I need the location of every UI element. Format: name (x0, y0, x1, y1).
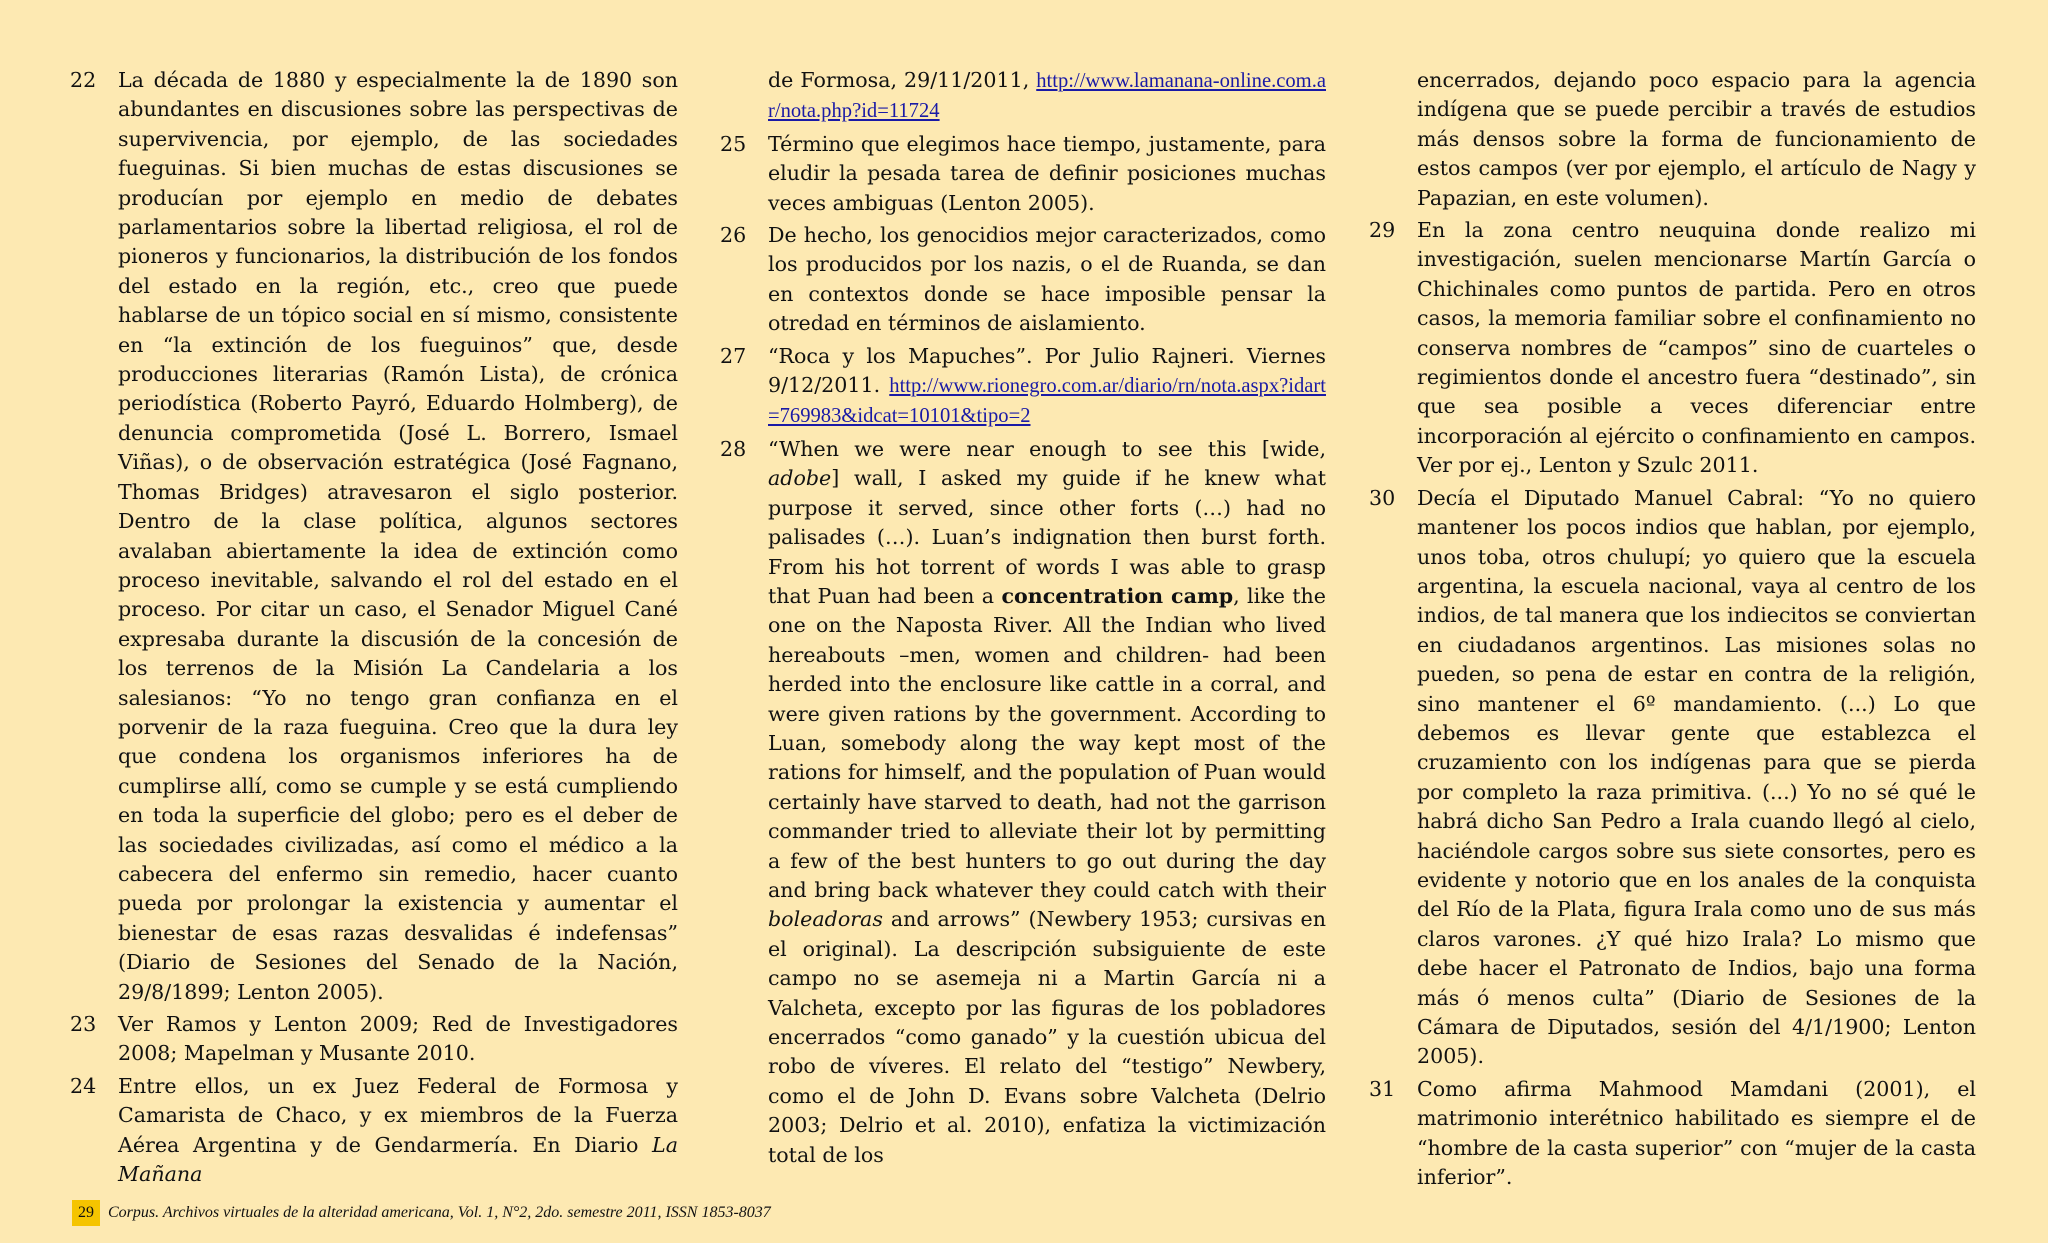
column-middle (720, 66, 1326, 1173)
footnote-number: 23 (70, 1012, 97, 1036)
footnote-23 (70, 1010, 678, 1069)
footnote-29 (1369, 216, 1976, 481)
footnote-text (118, 1072, 678, 1190)
footnote-text: La década de 1880 y especialmente la de 1890 son abundantes en discusiones sobre las perspectivas de supervivencia, por ejemplo, de las sociedades fueguinas. Si bien muchas de estas discusiones se producían por ejemplo en medio de debates parlamentarios sobre la libertad religiosa, el rol de pioneros y funcionarios, la distribución de los fondos del estado en la región, etc., creo que puede hablarse de un tópico social en sí mismo, consistente en “la extinción de los fueguinos” que, desde producciones literarias (Ramón Lista), de crónica periodística (Roberto Payró, Eduardo Holmberg), de denuncia comprometida (José L. Borrero, Ismael Viñas), o de observación estratégica (José Fagnano, Thomas Bridges) atravesaron el siglo posterior. Dentro de la clase política, algunos sectores avalaban abiertamente la idea de extinción como proceso inevitable, salvando el rol del estado en el proceso. Por citar un caso, el Senador Miguel Cané expresaba durante la discusión de la concesión de los terrenos de la Misión La Candelaria a los salesianos: “Yo no tengo gran confianza en el porvenir de la raza fueguina. Creo que la dura ley que condena los organismos inferiores ha de cumplirse allí, como se cumple y se está cumpliendo en toda la superficie del globo; pero es el deber de las sociedades civilizadas, así como el médico a la cabecera del enfermo sin remedio, hacer cuanto pueda por prolongar la existencia y aumentar el bienestar de esas razas desvalidas é indefensas” (Diario de Sesiones del Senado de la Nación, 29/8/1899; Lenton 2005). (118, 68, 678, 1004)
footnote-text: Como afirma Mahmood Mamdani (2001), el matrimonio interétnico habilitado es siempre el de “hombre de la casta superior” con “mujer de la casta inferior”. (1417, 1076, 1976, 1190)
footnote-text-part: ] wall, I asked my guide if he knew what purpose it served, since other forts (…) had no palisades (…). Luan’s indignation then burst forth. From his hot torrent of words I was able to grasp that Puan had been a (768, 466, 1326, 608)
page-footer (72, 1200, 771, 1226)
footnote-link[interactable]: http://www.rionegro.com.ar/diario/rn/nota.aspx?idart=769983&idcat=10101&tipo=2 (768, 375, 1326, 428)
footnote-text-part: , like the one on the Naposta River. All the Indian who lived hereabouts –men, women and children- had been herded into the enclosure like cattle in a corral, and were given rations by the government. According to Luan, somebody along the way kept most of the rations for himself, and the population of Puan would certainly have starved to death, had not the garrison commander tried to alleviate their lot by permitting a few of the best hunters to go out during the day and bring back whatever they could catch with their (768, 583, 1326, 902)
footnote-number: 30 (1369, 485, 1396, 510)
footnote-30 (1369, 484, 1976, 1072)
page-number: 29 (72, 1200, 100, 1226)
footnote-number: 28 (720, 436, 747, 461)
footnote-number: 27 (720, 343, 747, 368)
italic-term: adobe (768, 466, 832, 491)
footnote-text: Término que elegimos hace tiempo, justamente, para eludir la pesada tarea de definir posiciones muchas veces ambiguas (Lenton 2005). (768, 131, 1326, 215)
footnote-25 (720, 130, 1326, 218)
footnote-text-part: and arrows” (Newbery 1953; cursivas en el original). La descripción subsiguiente de este campo no se asemeja ni a Martin García ni a Valcheta, excepto por las figuras de los pobladores encerrados “como ganado” y la cuestión ubicua del robo de víveres. El relato del “testigo” Newbery, como el de John D. Evans sobre Valcheta (Delrio 2003; Delrio et al. 2010), enfatiza la victimización total de los (768, 907, 1326, 1167)
footnote-number: 25 (720, 131, 747, 156)
footnote-24 (70, 1072, 678, 1190)
footnote-text-part: “Roca y los Mapuches”. Por Julio Rajneri. Viernes 9/12/2011. (768, 343, 1326, 398)
footnote-text: De hecho, los genocidios mejor caracterizados, como los producidos por los nazis, o el de Ruanda, se dan en contextos donde se hace imposible pensar la otredad en términos de aislamiento. (768, 223, 1326, 336)
footnote-31 (1369, 1075, 1976, 1193)
footnote-number: 24 (70, 1073, 97, 1098)
column-left (70, 66, 678, 1192)
column-right (1369, 66, 1976, 1195)
footnote-text: Ver Ramos y Lenton 2009; Red de Investigadores 2008; Mapelman y Musante 2010. (118, 1012, 678, 1066)
footnote-text-part: “When we were near enough to see this [wide, (768, 436, 1326, 461)
footnote-text: Decía el Diputado Manuel Cabral: “Yo no quiero mantener los pocos indios que hablan, por ejemplo, unos toba, otros chulupí; yo quiero que la escuela argentina, la escuela nacional, vaya al centro de los indios, de tal manera que los indiecitos se conviertan en ciudadanos argentinos. Las misiones solas no pueden, so pena de estar en contra de la religión, sino mantener el 6º mandamiento. (...) Lo que debemos es llevar gente que establezca el cruzamiento con los indígenas para que se pierda por completo la raza primitiva. (...) Yo no sé qué le habrá dicho San Pedro a Irala cuando llegó al cielo, haciéndole cargos sobre sus siete consortes, pero es evidente y notorio que en los anales de la conquista del Río de la Plata, figura Irala como uno de sus más claros varones. ¿Y qué hizo Irala? Lo mismo que debe hacer el Patronato de Indios, bajo una forma más ó menos culta” (Diario de Sesiones de la Cámara de Diputados, sesión del 4/1/1900; Lenton 2005). (1417, 485, 1976, 1069)
footnote-number: 31 (1369, 1076, 1396, 1101)
newspaper-title: La Mañana (118, 1132, 678, 1187)
footnote-22 (70, 66, 678, 1007)
italic-term: boleadoras (768, 907, 883, 932)
bold-term: concentration camp (1001, 583, 1234, 608)
footnote-28 (720, 435, 1326, 1170)
footnote-number: 29 (1369, 218, 1396, 243)
footnote-text (768, 342, 1326, 432)
footnote-26 (720, 221, 1326, 339)
footnote-text: En la zona centro neuquina donde realizo mi investigación, suelen mencionarse Martín García o Chichinales como puntos de partida. Pero en otros casos, la memoria familiar sobre el confinamiento no conserva nombres de “campos” sino de cuarteles o regimientos donde el ancestro fuera “destinado”, sin que sea posible a veces diferenciar entre incorporación al ejército o confinamiento en campos. Ver por ej., Lenton y Szulc 2011. (1417, 218, 1976, 478)
footnote-28-continuation: encerrados, dejando poco espacio para la agencia indígena que se puede percibir a través de estudios más densos sobre la forma de funcionamiento de estos campos (ver por ejemplo, el artículo de Nagy y Papazian, en este volumen). (1417, 68, 1976, 210)
footnote-number: 22 (70, 68, 97, 92)
footnote-27 (720, 342, 1326, 432)
footnote-text-part: de Formosa, 29/11/2011, (768, 68, 1030, 92)
footnote-number: 26 (720, 223, 747, 248)
footnote-text-part: Entre ellos, un ex Juez Federal de Formosa y Camarista de Chaco, y ex miembros de la Fuerza Aérea Argentina y de Gendarmería. En Diario (118, 1073, 678, 1157)
footnote-text (768, 435, 1326, 1170)
footnote-24-continuation (720, 66, 1326, 127)
footnote-link[interactable]: http://www.lamanana-online.com.ar/nota.php?id=11724 (768, 70, 1326, 123)
journal-citation: Corpus. Archivos virtuales de la alteridad americana, Vol. 1, N°2, 2do. semestre 2011, ISSN 1853-8037 (108, 1204, 771, 1221)
